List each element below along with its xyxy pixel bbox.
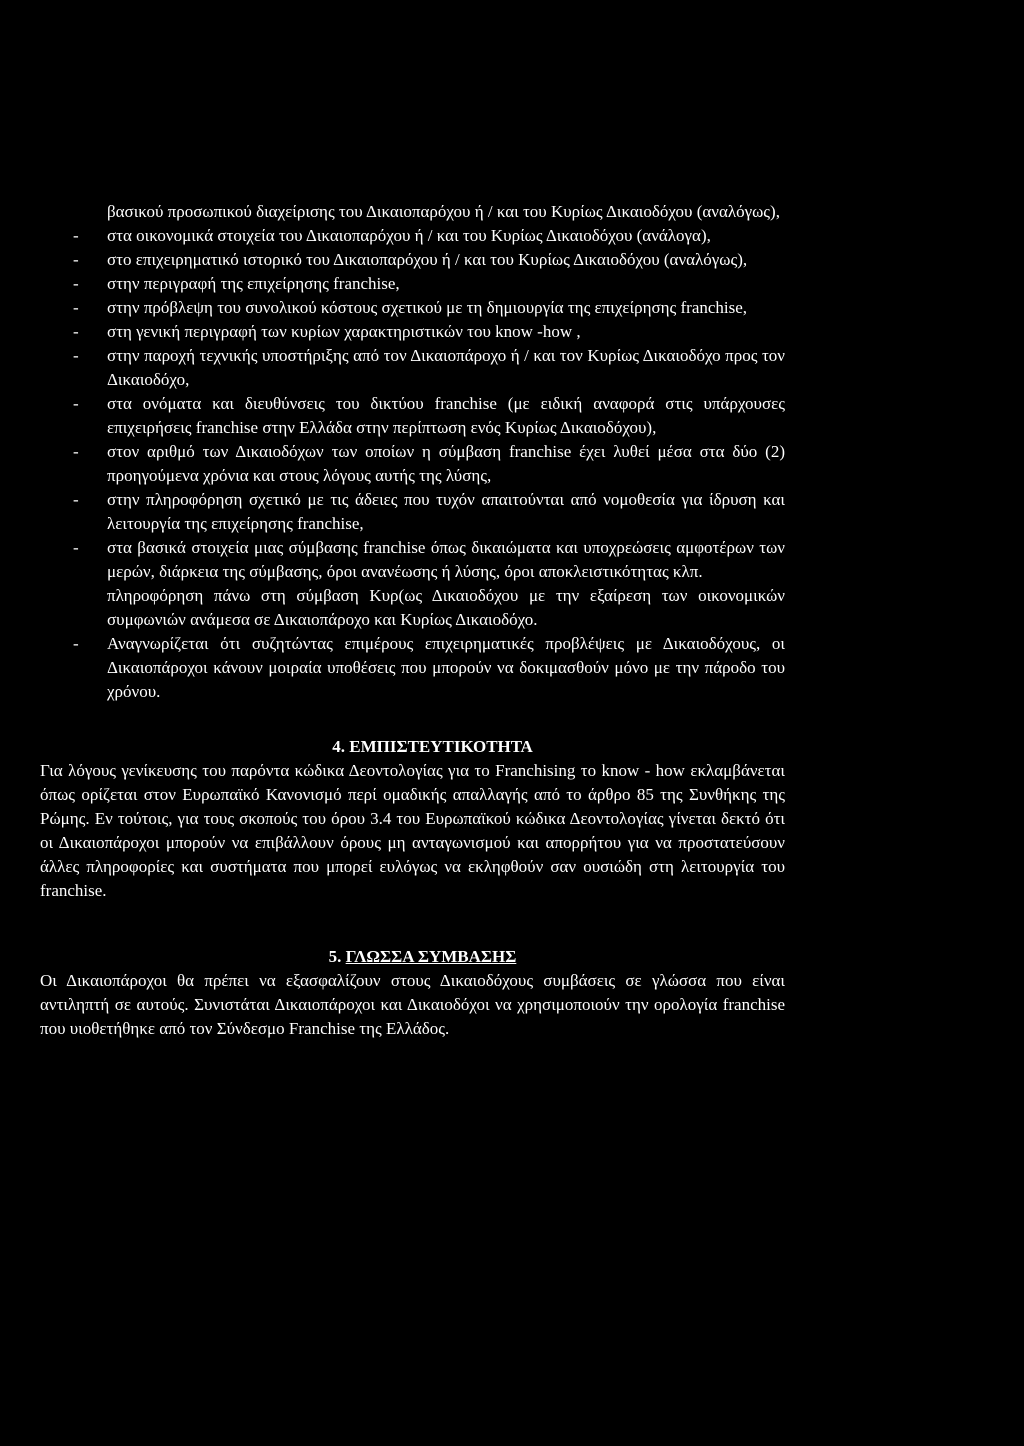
dash-bullet: - — [73, 490, 79, 509]
dash-bullet: - — [73, 634, 79, 653]
dash-bullet: - — [73, 298, 79, 317]
section-5-heading — [280, 945, 565, 969]
document-page — [40, 200, 785, 1041]
dash-bullet: - — [73, 226, 79, 245]
closing-list — [40, 632, 785, 704]
list-item: - στο επιχειρηματικό ιστορικό του Δικαιοπαρόχου ή / και του Κυρίως Δικαιοδόχου (αναλόγως), — [40, 248, 785, 272]
section-4-number: 4. — [332, 737, 345, 756]
dash-bullet: - — [73, 442, 79, 461]
dash-bullet: - — [73, 346, 79, 365]
dash-bullet: - — [73, 394, 79, 413]
dash-bullet: - — [73, 274, 79, 293]
list-item: - στην παροχή τεχνικής υποστήριξης από τον Δικαιοπάροχο ή / και τον Κυρίως Δικαιοδόχο προς τον Δικαιοδόχο, — [73, 346, 785, 389]
list-item: - στα ονόματα και διευθύνσεις του δικτύου franchise (με ειδική αναφορά στις υπάρχουσες επιχειρήσεις franchise στην Ελλάδα στην περίπτωση ενός Κυρίως Δικαιοδόχου), — [73, 394, 785, 437]
list-item: - Αναγνωρίζεται ότι συζητώντας επιμέρους επιχειρηματικές προβλέψεις με Δικαιοδόχους, οι Δικαιοπάροχοι κάνουν μοιραία υποθέσεις που μπορούν να δοκιμασθούν μόνο με την πάροδο του χρόνου. — [73, 634, 785, 701]
list-item: - στον αριθμό των Δικαιοδόχων των οποίων η σύμβαση franchise έχει λυθεί μέσα στα δύο (2) προηγούμενα χρόνια και στους λόγους αυτής της λύσης, — [73, 442, 785, 485]
list-item: - στα βασικά στοιχεία μιας σύμβασης franchise όπως δικαιώματα και υποχρεώσεις αμφοτέρων των μερών, διάρκεια της σύμβασης, όροι ανανέωσης ή λύσης, όροι αποκλειστικότητας κλπ. — [73, 538, 785, 581]
continuation-text: βασικού προσωπικού διαχείρισης του Δικαιοπαρόχου ή / και του Κυρίως Δικαιοδόχου (αναλόγως), — [107, 202, 780, 221]
dash-bullet: - — [73, 538, 79, 557]
section-5-body: Οι Δικαιοπάροχοι θα πρέπει να εξασφαλίζουν στους Δικαιοδόχους συμβάσεις σε γλώσσα που είναι αντιληπτή σε αυτούς. Συνιστάται Δικαιοπάροχοι και Δικαιοδόχοι να χρησιμοποιούν την ορολογία franchise που υιοθετήθηκε από τον Σύνδεσμο Franchise της Ελλάδος. — [40, 971, 785, 1038]
section-4-heading — [280, 735, 585, 759]
section-4-title: ΕΜΠΙΣΤΕΥΤΙΚΟΤΗΤΑ — [349, 737, 533, 756]
contract-info-paragraph: πληροφόρηση πάνω στη σύμβαση Κυρ(ως Δικαιοδόχου με την εξαίρεση των οικονομικών συμφωνιών ανάμεσα σε Δικαιοπάροχο και Κυρίως Δικαιοδόχο. — [107, 586, 785, 629]
section-4-body: Για λόγους γενίκευσης του παρόντα κώδικα Δεοντολογίας για το Franchising το know - how εκλαμβάνεται όπως ορίζεται στον Ευρωπαϊκό Κανονισμό περί ομαδικής απαλλαγής από το άρθρο 85 της Συνθήκης της Ρώμης. Εν τούτοις, για τους σκοπούς του όρου 3.4 του Ευρωπαϊκού κώδικα Δεοντολογίας γίνεται δεκτό ότι οι Δικαιοπάροχοι μπορούν να επιβάλλουν όρους μη ανταγωνισμού και απορρήτου για να προστατεύσουν άλλες πληροφορίες και συστήματα που μπορεί ευλόγως να εκληφθούν σαν ουσιώδη στη λειτουργία του franchise. — [40, 761, 785, 900]
section-5-title: ΓΛΩΣΣΑ ΣΥΜΒΑΣΗΣ — [345, 947, 517, 966]
list-item: - στην περιγραφή της επιχείρησης franchise, — [40, 272, 785, 296]
list-item: - στην πληροφόρηση σχετικό με τις άδειες που τυχόν απαιτούνται από νομοθεσία για ίδρυση και λειτουργία της επιχείρησης franchise, — [73, 490, 785, 533]
list-item: - στην πρόβλεψη του συνολικού κόστους σχετικού με τη δημιουργία της επιχείρησης franchise, — [40, 296, 785, 320]
section-5-number: 5. — [328, 947, 342, 966]
list-item: - στα οικονομικά στοιχεία του Δικαιοπαρόχου ή / και του Κυρίως Δικαιοδόχου (ανάλογα), — [40, 224, 785, 248]
dash-bullet: - — [73, 322, 79, 341]
requirements-list — [40, 224, 785, 584]
list-item: - στη γενική περιγραφή των κυρίων χαρακτηριστικών του know -how , — [40, 320, 785, 344]
dash-bullet: - — [73, 250, 79, 269]
